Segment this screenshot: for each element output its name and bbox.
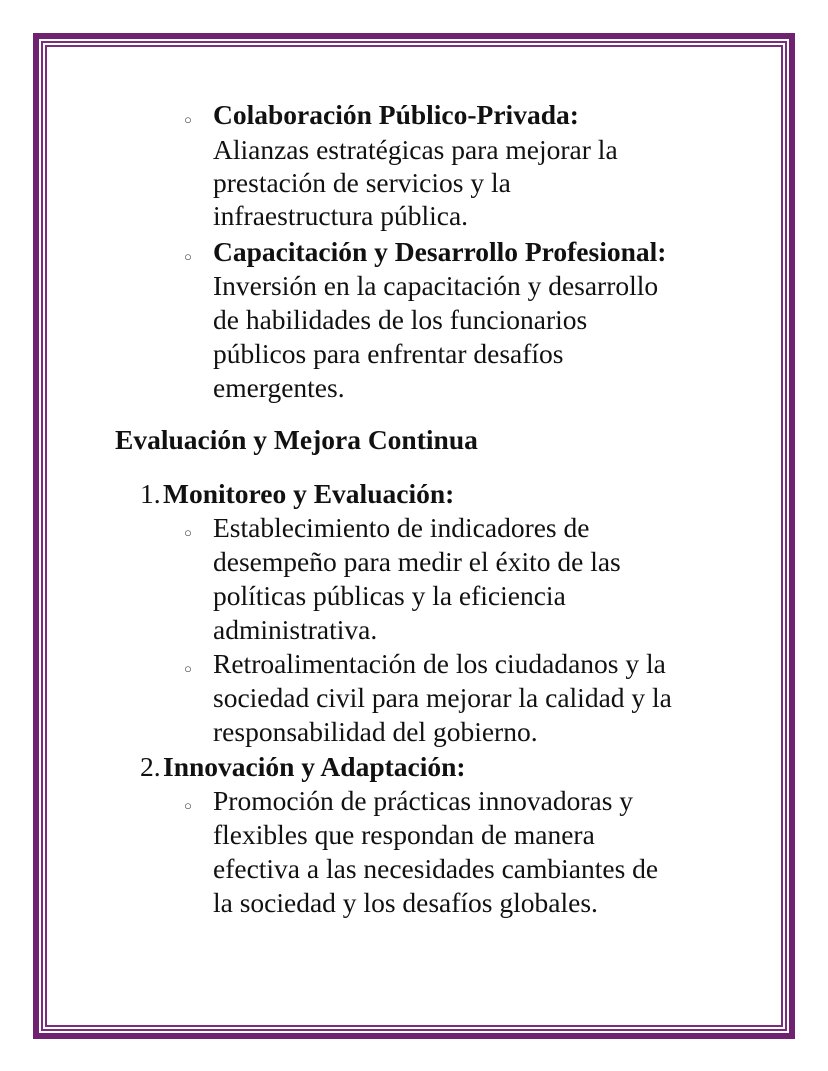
item-text-line: Establecimiento de indicadores de (213, 512, 590, 543)
item-text-line: Retroalimentación de los ciudadanos y la (213, 648, 666, 679)
item-text-line: efectiva a las necesidades cambiantes de (213, 853, 659, 884)
bullet-icon: ○ (184, 112, 192, 127)
item-text-line: Inversión en la capacitación y desarrollo (213, 270, 659, 301)
item-text-line: emergentes. (213, 372, 345, 403)
bullet-icon: ○ (184, 249, 192, 264)
item-title: Capacitación y Desarrollo Profesional: (213, 236, 667, 267)
item-text-line: administrativa. (213, 614, 378, 645)
item-title: Colaboración Público-Privada: (213, 99, 579, 130)
item-text-line: desempeño para medir el éxito de las (213, 546, 621, 577)
list-number: 1. (140, 478, 161, 509)
bullet-icon: ○ (184, 798, 192, 813)
item-text-line: políticas públicas y la eficiencia (213, 580, 566, 611)
item-text-line: la sociedad y los desafíos globales. (213, 887, 598, 918)
list-number: 2. (140, 751, 161, 782)
numbered-item-title: Monitoreo y Evaluación: (163, 478, 455, 509)
numbered-item-title: Innovación y Adaptación: (163, 751, 466, 782)
bullet-icon: ○ (184, 661, 192, 676)
item-text-line: Alianzas estratégicas para mejorar la (213, 134, 618, 165)
item-text-line: responsabilidad del gobierno. (213, 716, 538, 747)
item-text-line: flexibles que respondan de manera (213, 819, 595, 850)
item-text-line: sociedad civil para mejorar la calidad y la (213, 682, 672, 713)
section-heading: Evaluación y Mejora Continua (115, 424, 478, 455)
item-text-line: Promoción de prácticas innovadoras y (213, 785, 634, 816)
item-text-line: de habilidades de los funcionarios (213, 304, 588, 335)
item-text-line: infraestructura pública. (213, 200, 469, 231)
bullet-icon: ○ (184, 525, 192, 540)
item-text-line: prestación de servicios y la (213, 167, 511, 198)
item-text-line: públicos para enfrentar desafíos (213, 338, 564, 369)
